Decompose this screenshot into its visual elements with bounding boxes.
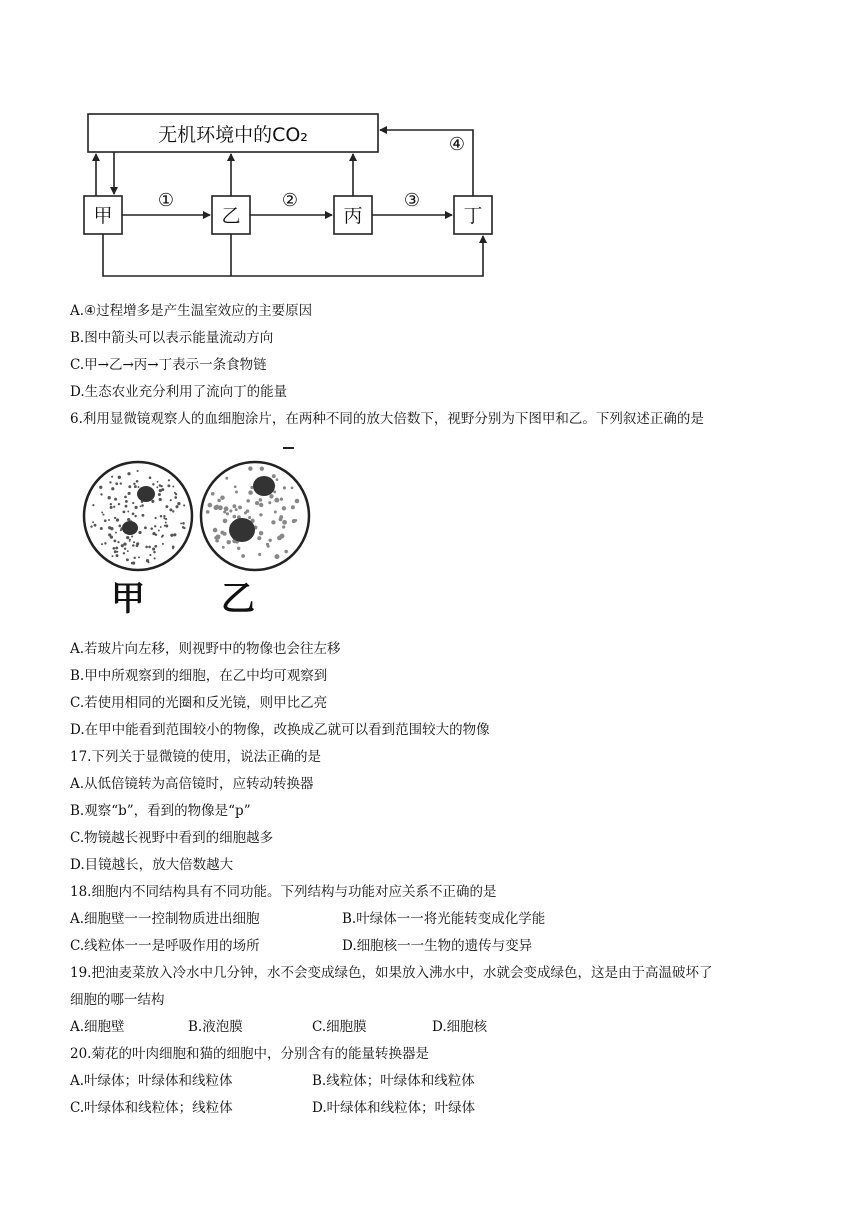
red-blood-cell-dot xyxy=(92,504,94,506)
red-blood-cell-dot xyxy=(257,536,261,540)
red-blood-cell-dot xyxy=(114,540,117,543)
red-blood-cell-dot xyxy=(162,543,164,545)
red-blood-cell-dot xyxy=(162,534,164,536)
red-blood-cell-dot xyxy=(282,525,285,528)
red-blood-cell-dot xyxy=(168,479,170,481)
red-blood-cell-dot xyxy=(173,533,176,536)
red-blood-cell-dot xyxy=(269,539,272,542)
q17-option-c: C.物镜越长视野中看到的细胞越多 xyxy=(70,830,274,846)
red-blood-cell-dot xyxy=(274,498,279,503)
q5-option-b: B.图中箭头可以表示能量流动方向 xyxy=(70,330,274,346)
red-blood-cell-dot xyxy=(160,485,162,487)
red-blood-cell-dot xyxy=(116,554,119,557)
q20-option-b: B.线粒体；叶绿体和线粒体 xyxy=(312,1073,475,1089)
red-blood-cell-dot xyxy=(160,515,163,518)
red-blood-cell-dot xyxy=(108,496,111,499)
red-blood-cell-dot xyxy=(225,477,228,480)
red-blood-cell-dot xyxy=(136,480,139,483)
red-blood-cell-dot xyxy=(169,508,172,511)
red-blood-cell-dot xyxy=(109,481,111,483)
red-blood-cell-dot xyxy=(123,511,126,514)
q19-option-b: B.液泡膜 xyxy=(188,1019,243,1035)
red-blood-cell-dot xyxy=(154,517,156,519)
red-blood-cell-dot xyxy=(220,495,225,500)
red-blood-cell-dot xyxy=(100,493,102,495)
q16-option-a: A.若玻片向左移，则视野中的物像也会往左移 xyxy=(70,641,341,657)
q19-stem-line-2: 细胞的哪一结构 xyxy=(70,992,165,1008)
red-blood-cell-dot xyxy=(208,503,213,508)
red-blood-cell-dot xyxy=(170,534,173,537)
q18-row-2 xyxy=(70,937,770,955)
red-blood-cell-dot xyxy=(112,555,114,557)
red-blood-cell-dot xyxy=(115,482,118,485)
red-blood-cell-dot xyxy=(268,501,271,504)
q20-row-1 xyxy=(70,1072,770,1090)
node-yi: 乙 xyxy=(221,205,241,227)
white-cell-yi-2 xyxy=(229,518,255,542)
q20-row-2 xyxy=(70,1099,770,1117)
red-blood-cell-dot xyxy=(217,499,221,503)
red-blood-cell-dot xyxy=(165,518,167,520)
view-yi-circle xyxy=(201,462,309,570)
red-blood-cell-dot xyxy=(175,505,178,508)
red-blood-cell-dot xyxy=(127,550,129,552)
red-blood-cell-dot xyxy=(180,522,182,524)
red-blood-cell-dot xyxy=(246,509,250,512)
co2-box-label: 无机环境中的CO₂ xyxy=(158,124,308,146)
red-blood-cell-dot xyxy=(269,494,273,498)
view-label-yi: 乙 xyxy=(221,579,255,619)
red-blood-cell-dot xyxy=(246,499,250,503)
arrow-label-4: ④ xyxy=(448,134,466,155)
red-blood-cell-dot xyxy=(141,514,144,517)
q20-option-d: D.叶绿体和线粒体；叶绿体 xyxy=(312,1100,476,1116)
q5-option-c: C.甲→乙→丙→丁表示一条食物链 xyxy=(70,357,267,373)
red-blood-cell-dot xyxy=(94,524,97,527)
red-blood-cell-dot xyxy=(216,534,221,539)
red-blood-cell-dot xyxy=(134,485,137,488)
q16-stem: 6.利用显微镜观察人的血细胞涂片，在两种不同的放大倍数下，视野分别为下图甲和乙。下列叙述正确的是 xyxy=(70,411,704,427)
red-blood-cell-dot xyxy=(134,515,136,517)
red-blood-cell-dot xyxy=(120,529,122,531)
red-blood-cell-dot xyxy=(126,558,129,561)
red-blood-cell-dot xyxy=(172,546,175,549)
red-blood-cell-dot xyxy=(138,556,140,558)
red-blood-cell-dot xyxy=(183,504,185,506)
red-blood-cell-dot xyxy=(276,478,279,481)
red-blood-cell-dot xyxy=(123,552,125,554)
red-blood-cell-dot xyxy=(271,520,275,524)
red-blood-cell-dot xyxy=(280,497,283,500)
q16-option-b: B.甲中所观察到的细胞，在乙中均可观察到 xyxy=(70,668,328,684)
red-blood-cell-dot xyxy=(213,528,218,533)
red-blood-cell-dot xyxy=(235,491,238,494)
red-blood-cell-dot xyxy=(123,542,126,545)
red-blood-cell-dot xyxy=(220,531,224,535)
red-blood-cell-dot xyxy=(104,519,107,522)
red-blood-cell-dot xyxy=(116,551,118,553)
red-blood-cell-dot xyxy=(226,512,229,515)
red-blood-cell-dot xyxy=(154,525,156,527)
red-blood-cell-dot xyxy=(134,506,137,509)
red-blood-cell-dot xyxy=(138,486,140,488)
red-blood-cell-dot xyxy=(277,535,282,540)
red-blood-cell-dot xyxy=(127,511,129,513)
red-blood-cell-dot xyxy=(148,546,151,549)
red-blood-cell-dot xyxy=(152,483,154,485)
red-blood-cell-dot xyxy=(118,503,120,505)
white-cell-jia-1 xyxy=(137,486,155,502)
red-blood-cell-dot xyxy=(222,546,225,549)
red-blood-cell-dot xyxy=(115,546,118,549)
red-blood-cell-dot xyxy=(149,554,151,556)
red-blood-cell-dot xyxy=(125,500,128,503)
red-blood-cell-dot xyxy=(255,501,259,505)
red-blood-cell-dot xyxy=(90,525,92,527)
red-blood-cell-dot xyxy=(159,498,162,501)
red-blood-cell-dot xyxy=(259,498,263,502)
white-cell-jia-2 xyxy=(122,521,138,535)
red-blood-cell-dot xyxy=(133,483,135,485)
node-jia: 甲 xyxy=(93,205,113,227)
arrow-label-1: ① xyxy=(157,190,175,211)
red-blood-cell-dot xyxy=(282,520,287,525)
red-blood-cell-dot xyxy=(160,526,162,528)
q18-row-1 xyxy=(70,910,770,928)
red-blood-cell-dot xyxy=(211,492,215,496)
q18-option-c: C.线粒体一一是呼吸作用的场所 xyxy=(70,938,260,954)
red-blood-cell-dot xyxy=(238,506,242,510)
red-blood-cell-dot xyxy=(165,525,168,528)
node-ding: 丁 xyxy=(463,205,483,227)
q17-option-b: B.观察“b”，看到的物像是“p” xyxy=(70,803,251,819)
red-blood-cell-dot xyxy=(279,517,283,521)
red-blood-cell-dot xyxy=(237,547,240,550)
red-blood-cell-dot xyxy=(154,545,157,548)
red-blood-cell-dot xyxy=(227,540,231,544)
red-blood-cell-dot xyxy=(163,515,165,517)
red-blood-cell-dot xyxy=(131,562,134,565)
red-blood-cell-dot xyxy=(103,514,105,516)
red-blood-cell-dot xyxy=(133,541,135,543)
red-blood-cell-dot xyxy=(241,554,245,558)
red-blood-cell-dot xyxy=(124,496,127,499)
red-blood-cell-dot xyxy=(115,532,117,534)
red-blood-cell-dot xyxy=(100,527,103,530)
red-blood-cell-dot xyxy=(148,561,150,563)
red-blood-cell-dot xyxy=(233,504,237,508)
q17-option-a: A.从低倍镜转为高倍镜时，应转动转换器 xyxy=(70,776,314,792)
red-blood-cell-dot xyxy=(153,551,156,554)
red-blood-cell-dot xyxy=(128,492,131,495)
red-blood-cell-dot xyxy=(114,498,117,501)
view-label-jia: 甲 xyxy=(111,579,145,619)
red-blood-cell-dot xyxy=(260,467,264,471)
q17-option-d: D.目镜越长，放大倍数越大 xyxy=(70,857,234,873)
red-blood-cell-dot xyxy=(125,505,128,508)
red-blood-cell-dot xyxy=(127,472,130,475)
q20-option-c: C.叶绿体和线粒体；线粒体 xyxy=(70,1100,233,1116)
red-blood-cell-dot xyxy=(101,543,103,545)
red-blood-cell-dot xyxy=(132,502,134,504)
red-blood-cell-dot xyxy=(149,476,152,479)
red-blood-cell-dot xyxy=(128,485,131,488)
q17-stem: 17.下列关于显微镜的使用，说法正确的是 xyxy=(70,749,321,765)
red-blood-cell-dot xyxy=(145,546,148,549)
red-blood-cell-dot xyxy=(172,486,174,488)
red-blood-cell-dot xyxy=(116,518,119,521)
q19-option-c: C.细胞膜 xyxy=(312,1019,367,1035)
red-blood-cell-dot xyxy=(110,503,112,505)
red-blood-cell-dot xyxy=(118,476,121,479)
red-blood-cell-dot xyxy=(157,481,159,483)
red-blood-cell-dot xyxy=(291,487,294,490)
red-blood-cell-dot xyxy=(120,482,122,484)
q18-option-a: A.细胞壁一一控制物质进出细胞 xyxy=(70,911,260,927)
red-blood-cell-dot xyxy=(182,526,184,528)
red-blood-cell-dot xyxy=(118,525,121,528)
red-blood-cell-dot xyxy=(248,516,251,519)
red-blood-cell-dot xyxy=(248,490,253,495)
q19-option-a: A.细胞壁 xyxy=(70,1019,125,1035)
q18-stem: 18.细胞内不同结构具有不同功能。下列结构与功能对应关系不正确的是 xyxy=(70,884,497,900)
red-blood-cell-dot xyxy=(174,492,176,494)
carbon-cycle-diagram xyxy=(70,108,510,288)
red-blood-cell-dot xyxy=(124,547,126,549)
red-blood-cell-dot xyxy=(273,490,276,493)
red-blood-cell-dot xyxy=(206,510,210,514)
red-blood-cell-dot xyxy=(170,499,172,501)
red-blood-cell-dot xyxy=(165,522,167,524)
red-blood-cell-dot xyxy=(132,544,135,547)
q19-option-d: D.细胞核 xyxy=(432,1019,488,1035)
red-blood-cell-dot xyxy=(259,503,263,507)
red-blood-cell-dot xyxy=(274,511,277,514)
red-blood-cell-dot xyxy=(99,486,102,489)
arrow-label-2: ② xyxy=(281,190,299,211)
red-blood-cell-dot xyxy=(113,547,116,550)
red-blood-cell-dot xyxy=(92,521,94,523)
q5-option-a: A.④过程增多是产生温室效应的主要原因 xyxy=(70,303,313,319)
red-blood-cell-dot xyxy=(174,496,177,499)
red-blood-cell-dot xyxy=(110,535,113,538)
red-blood-cell-dot xyxy=(132,512,135,515)
red-blood-cell-dot xyxy=(272,474,276,478)
red-blood-cell-dot xyxy=(111,476,113,478)
q18-option-d: D.细胞核一一生物的遗传与变异 xyxy=(342,938,533,954)
red-blood-cell-dot xyxy=(235,508,238,511)
red-blood-cell-dot xyxy=(229,509,232,512)
red-blood-cell-dot xyxy=(138,531,141,534)
q5-option-d: D.生态农业充分利用了流向丁的能量 xyxy=(70,384,288,400)
red-blood-cell-dot xyxy=(108,519,110,521)
red-blood-cell-dot xyxy=(182,522,185,525)
red-blood-cell-dot xyxy=(224,506,229,511)
red-blood-cell-dot xyxy=(292,519,296,523)
red-blood-cell-dot xyxy=(137,470,139,472)
red-blood-cell-dot xyxy=(291,505,295,509)
red-blood-cell-dot xyxy=(117,541,119,543)
red-blood-cell-dot xyxy=(283,486,286,489)
red-blood-cell-dot xyxy=(214,505,219,510)
red-blood-cell-dot xyxy=(234,485,237,488)
red-blood-cell-dot xyxy=(152,532,155,535)
red-blood-cell-dot xyxy=(259,513,262,516)
red-blood-cell-dot xyxy=(165,505,168,508)
red-blood-cell-dot xyxy=(223,519,228,524)
red-blood-cell-dot xyxy=(275,554,280,559)
red-blood-cell-dot xyxy=(126,536,129,539)
red-blood-cell-dot xyxy=(101,512,103,514)
view-jia-circle xyxy=(84,462,192,570)
q20-stem: 20.菊花的叶肉细胞和猫的细胞中，分别含有的能量转换器是 xyxy=(70,1046,429,1062)
q18-option-b: B.叶绿体一一将光能转变成化学能 xyxy=(342,911,546,927)
red-blood-cell-dot xyxy=(161,488,164,491)
red-blood-cell-dot xyxy=(141,504,144,507)
red-blood-cell-dot xyxy=(259,531,263,535)
red-blood-cell-dot xyxy=(114,517,116,519)
red-blood-cell-dot xyxy=(172,510,174,512)
red-blood-cell-dot xyxy=(151,500,154,503)
red-blood-cell-dot xyxy=(215,539,219,543)
red-blood-cell-dot xyxy=(152,547,155,550)
red-blood-cell-dot xyxy=(266,543,269,546)
red-blood-cell-dot xyxy=(158,493,161,496)
arrow-label-3: ③ xyxy=(403,190,421,211)
red-blood-cell-dot xyxy=(156,486,158,488)
red-blood-cell-dot xyxy=(121,544,124,547)
red-blood-cell-dot xyxy=(133,557,135,559)
red-blood-cell-dot xyxy=(258,553,261,556)
red-blood-cell-dot xyxy=(295,499,300,504)
red-blood-cell-dot xyxy=(150,527,153,530)
red-blood-cell-dot xyxy=(167,484,170,487)
red-blood-cell-dot xyxy=(108,526,111,529)
red-blood-cell-dot xyxy=(110,506,113,509)
q16-option-d: D.在甲中能看到范围较小的物像，改换成乙就可以看到范围较大的物像 xyxy=(70,722,490,738)
red-blood-cell-dot xyxy=(284,550,288,554)
red-blood-cell-dot xyxy=(136,542,139,545)
red-blood-cell-dot xyxy=(177,502,180,505)
red-blood-cell-dot xyxy=(140,505,142,507)
red-blood-cell-dot xyxy=(248,466,252,470)
q19-stem-line-1: 19.把油麦菜放入冷水中几分钟，水不会变成绿色，如果放入沸水中，水就会变成绿色，这是由于高温破坏了 xyxy=(70,965,713,981)
red-blood-cell-dot xyxy=(127,518,130,521)
red-blood-cell-dot xyxy=(131,535,133,537)
red-blood-cell-dot xyxy=(113,506,115,508)
node-bing: 丙 xyxy=(343,205,363,227)
white-cell-yi-1 xyxy=(253,476,275,496)
q20-option-a: A.叶绿体；叶绿体和线粒体 xyxy=(70,1073,233,1089)
red-blood-cell-dot xyxy=(233,515,237,519)
red-blood-cell-dot xyxy=(282,506,286,510)
red-blood-cell-dot xyxy=(144,526,147,529)
red-blood-cell-dot xyxy=(111,487,114,490)
red-blood-cell-dot xyxy=(158,530,160,532)
red-blood-cell-dot xyxy=(129,539,131,541)
red-blood-cell-dot xyxy=(250,486,253,489)
red-blood-cell-dot xyxy=(154,557,156,559)
q16-option-c: C.若使用相同的光圈和反光镜，则甲比乙亮 xyxy=(70,695,328,711)
red-blood-cell-dot xyxy=(104,542,106,544)
microscope-views-figure xyxy=(78,442,328,622)
